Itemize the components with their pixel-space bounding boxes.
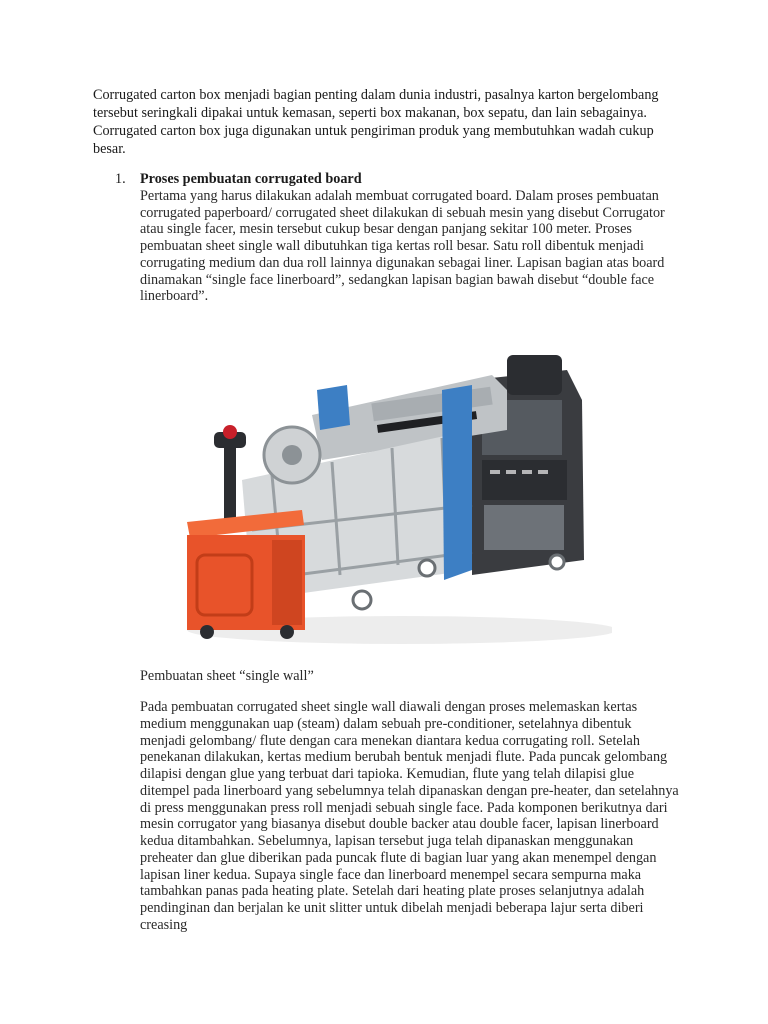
process-paragraph: Pada pembuatan corrugated sheet single wall diawali dengan proses melemaskan kertas medium menggunakan uap (steam) dalam sebuah pre-conditioner, setelahnya dibentuk menjadi gelombang/ flute dengan cara menekan diantara kedua corrugating roll. Setelah penekanan dilakukan, kertas medium berubah bentuk menjadi flute. Pada puncak gelombang dilapisi dengan glue yang terbuat dari tapioka. Kemudian, flute yang telah dilapisi glue ditempel pada linerboard yang sebelumnya telah dipanaskan dengan pre-heater, dan setelahnya di press menggunakan press roll menjadi sebuah single face. Pada komponen berikutnya dari mesin corrugator yang biasanya disebut double backer atau double facer, lapisan linerboard kedua ditambahkan. Sebelumnya, lapisan tersebut juga telah dipanaskan menggunakan preheater dan glue diberikan pada puncak flute di bagian luar yang akan menempel dengan lapisan liner kedua. Supaya single face dan linerboard menempel secara sempurna maka tambahkan panas pada heating plate. Setelah dari heating plate proses selanjutnya adalah pendinginan dan berjalan ke unit slitter untuk dibelah menjadi beberapa lajur serta diberi creasing xyxy=(140,699,679,933)
image-caption: Pembuatan sheet “single wall” xyxy=(140,668,314,684)
section-paragraph: Pertama yang harus dilakukan adalah membuat corrugated board. Dalam proses pembuatan corrugated paperboard/ corrugated sheet dilakukan di sebuah mesin yang disebut Corrugator atau single facer, mesin tersebut cukup besar dengan panjang sekitar 100 meter. Proses pembuatan sheet single wall dibutuhkan tiga kertas roll besar. Satu roll dibentuk menjadi corrugating medium dan dua roll lainnya digunakan sebagai liner. Lapisan bagian atas board dinamakan “single face linerboard”, sedangkan lapisan bagian bawah disebut “double face linerboard”. xyxy=(140,188,665,305)
section-heading: Proses pembuatan corrugated board xyxy=(140,171,362,187)
intro-paragraph: Corrugated carton box menjadi bagian penting dalam dunia industri, pasalnya karton bergelombang tersebut seringkali dipakai untuk kemasan, seperti box makanan, box sepatu, dan lain sebagainya. Corrugated carton box juga digunakan untuk pengiriman produk yang membutuhkan wadah cukup besar. xyxy=(93,87,659,157)
corrugator-machine-photo xyxy=(172,330,612,650)
list-item-body xyxy=(140,170,680,305)
list-number: 1. xyxy=(115,171,126,187)
